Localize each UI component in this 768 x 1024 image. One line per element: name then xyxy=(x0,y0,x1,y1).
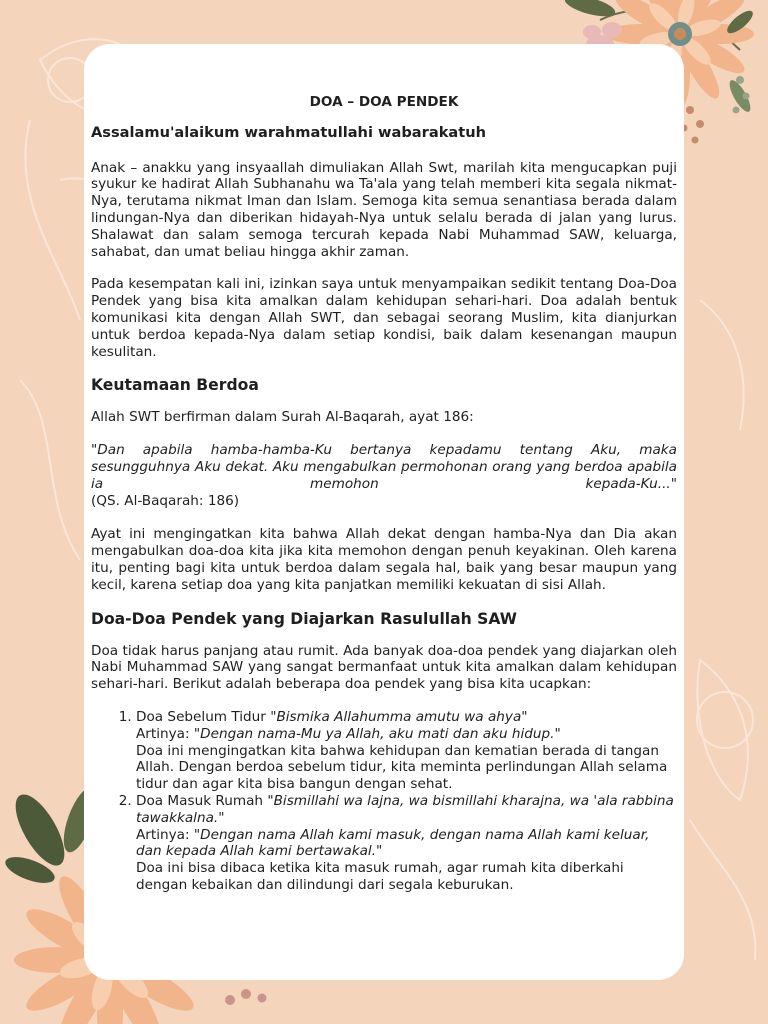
doa-arabic: Bismika Allahumma amutu wa ahya xyxy=(276,708,522,725)
section2-paragraph: Doa tidak harus panjang atau rumit. Ada banyak doa-doa pendek yang diajarkan oleh Nabi Muhammad SAW yang sangat bermanfaat untuk kita amalkan dalam kehidupan sehari-hari. Berikut adalah beberapa doa pendek yang bisa kita ucapkan: xyxy=(91,642,677,693)
document-title: DOA – DOA PENDEK xyxy=(309,94,459,110)
doa-arabic: Bismillahi wa lajna, wa bismillahi kharajna, wa 'ala rabbina tawakkalna. xyxy=(136,792,674,826)
meaning-label: Artinya: xyxy=(136,826,194,843)
doa-name: Doa Masuk Rumah xyxy=(136,792,264,809)
document-content xyxy=(91,94,677,894)
section-paragraph: Ayat ini mengingatkan kita bahwa Allah dekat dengan hamba-Nya dan Dia akan mengabulkan doa-doa kita jika kita memohon dengan penuh keyakinan. Oleh karena itu, penting bagi kita untuk berdoa dalam segala hal, baik yang besar maupun yang kecil, karena setiap doa yang kita panjatkan memiliki kekuatan di sisi Allah. xyxy=(91,526,677,593)
doa-explanation: Doa ini bisa dibaca ketika kita masuk rumah, agar rumah kita diberkahi dengan kebaikan dan dilindungi dari segala keburukan. xyxy=(136,860,624,893)
doa-list xyxy=(91,709,677,894)
greeting: Assalamu'alaikum warahmatullahi wabarakatuh xyxy=(91,123,487,141)
list-item xyxy=(136,793,677,894)
doa-title: 1. Doa Sebelum Tidur "Bismika Allahumma amutu wa ahya" xyxy=(136,708,528,725)
meaning-text: Dengan nama-Mu ya Allah, aku mati dan aku hidup. xyxy=(200,725,555,742)
section-heading-doa-pendek: Doa-Doa Pendek yang Diajarkan Rasulullah SAW xyxy=(91,609,517,628)
doa-title: 2. Doa Masuk Rumah "Bismillahi wa lajna, wa bismillahi kharajna, wa 'ala rabbina tawakkalna." xyxy=(136,792,674,826)
doa-meaning: Artinya: "Dengan nama Allah kami masuk, dengan nama Allah kami keluar, dan kepada Allah kami bertawakal." xyxy=(136,826,650,860)
meaning-label: Artinya: xyxy=(136,725,194,742)
quote-close: " xyxy=(670,475,677,492)
doa-name: Doa Sebelum Tidur xyxy=(136,708,266,725)
opening-paragraph: Anak – anakku yang insyaallah dimuliakan Allah Swt, marilah kita mengucapkan puji syukur ke hadirat Allah Subhanahu wa Ta'ala yang telah memberi kita segala nikmat-Nya, terutama nikmat Iman dan Islam. Semoga kita semua senantiasa berada dalam lindungan-Nya dan diberikan hidayah-Nya untuk selalu berada di jalan yang lurus. Shalawat dan salam semoga tercurah kepada Nabi Muhammad SAW, keluarga, sahabat, dan umat beliau hingga akhir zaman. xyxy=(91,159,677,260)
quote-text: Dan apabila hamba-hamba-Ku bertanya kepadamu tentang Aku, maka sesungguhnya Aku dekat. Aku mengabulkan permohonan orang yang berdoa apabila ia memohon kepada-Ku... xyxy=(91,442,677,492)
section-intro: Allah SWT berfirman dalam Surah Al-Baqarah, ayat 186: xyxy=(91,409,474,426)
intro-paragraph: Pada kesempatan kali ini, izinkan saya untuk menyampaikan sedikit tentang Doa-Doa Pendek yang bisa kita amalkan dalam kehidupan sehari-hari. Doa adalah bentuk komunikasi kita dengan Allah SWT, dan sebagai seorang Muslim, kita dianjurkan untuk berdoa kepada-Nya dalam setiap kondisi, baik dalam kesenangan maupun kesulitan. xyxy=(91,276,677,360)
list-item xyxy=(136,709,677,793)
doa-explanation: Doa ini mengingatkan kita bahwa kehidupan dan kematian berada di tangan Allah. Dengan berdoa sebelum tidur, kita meminta perlindungan Allah selama tidur dan agar kita bisa bangun dengan sehat. xyxy=(136,742,668,793)
doa-meaning: Artinya: "Dengan nama-Mu ya Allah, aku mati dan aku hidup." xyxy=(136,725,561,742)
meaning-text: Dengan nama Allah kami masuk, dengan nama Allah kami keluar, dan kepada Allah kami bertawakal. xyxy=(136,826,650,860)
quran-quote xyxy=(91,442,677,492)
quote-reference: (QS. Al-Baqarah: 186) xyxy=(91,492,240,509)
section-heading-keutamaan: Keutamaan Berdoa xyxy=(91,376,259,395)
quote-open: " xyxy=(91,442,98,459)
